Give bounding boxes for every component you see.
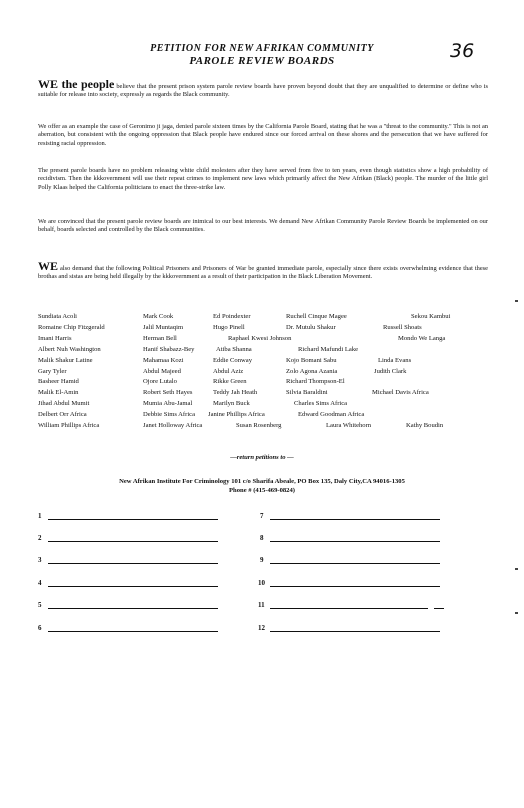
prisoner-name: Richard Mafundi Lake: [298, 345, 359, 353]
signature-blank-tail: [434, 599, 444, 609]
signature-number: 12: [258, 624, 265, 632]
paragraph-lead: WE the people: [38, 77, 115, 91]
prisoner-name: Edward Goodman Africa: [298, 411, 365, 419]
signature-number: 5: [38, 601, 42, 609]
prisoner-name: Ruchell Cinque Magee: [286, 313, 347, 320]
signature-number: 10: [258, 579, 265, 587]
signature-line[interactable]: [260, 508, 440, 520]
signature-number: 3: [38, 556, 42, 564]
signature-blank[interactable]: [48, 510, 218, 520]
petition-title-line2: PAROLE REVIEW BOARDS: [189, 55, 335, 67]
scan-mark: [515, 568, 518, 570]
signature-number: 1: [38, 512, 42, 520]
paragraph-demand-parole: [38, 259, 488, 282]
prisoner-name: Delbert Orr Africa: [38, 411, 87, 419]
signature-line[interactable]: [38, 597, 218, 609]
signature-blank[interactable]: [48, 599, 218, 609]
prisoner-name: Sekou Kambui: [411, 313, 451, 320]
prisoner-name: Basheer Hamid: [38, 378, 79, 386]
prisoner-name: Mumia Abu-Jamal: [143, 400, 193, 408]
signature-number: 9: [260, 556, 264, 564]
page-number: 36: [450, 40, 475, 62]
prisoner-name: Janet Holloway Africa: [143, 422, 203, 429]
prisoner-name: Janine Phillips Africa: [208, 411, 265, 419]
prisoner-name: Silvia Baraldini: [286, 389, 328, 397]
prisoner-name: Raphael Kwesi Johnson: [228, 334, 292, 342]
prisoner-name: William Phillips Africa: [38, 422, 100, 429]
signature-blank[interactable]: [48, 532, 218, 542]
scan-mark: [515, 612, 518, 614]
prisoner-name: Malik El-Amin: [38, 389, 79, 397]
prisoner-name: Abdul Aziz: [213, 367, 244, 375]
prisoner-name: Malik Shakur Latine: [38, 356, 93, 364]
prisoner-name: Herman Bell: [143, 334, 177, 342]
prisoner-name: Debbie Sims Africa: [143, 411, 196, 419]
prisoner-name: Eddie Conway: [213, 356, 253, 364]
prisoner-name: Laura Whitehorn: [326, 422, 372, 429]
prisoner-name: Teddy Jah Heath: [213, 389, 258, 397]
prisoner-name: Romaine Chip Fitzgerald: [38, 323, 105, 331]
prisoner-name: Abdul Majeed: [143, 367, 181, 375]
prisoner-name: Mondo We Langa: [398, 334, 446, 342]
prisoner-name: Kojo Bomani Sabu: [286, 356, 337, 364]
paragraph-parole-boards: The present parole boards have no problem releasing white child molesters after they have served from five to ten years, even though statistics show a high probability of recidivism. Then the kkkovernment will use their repeat crimes to implement new laws which primarily affect the New Afrikan (Black) people. The murder of the little girl Polly Klaas helped the California politicians to enact the three-strike law.: [38, 167, 488, 191]
prisoner-name: Ojore Lutalo: [143, 378, 177, 386]
paragraph-text: also demand that the following Political Prisoners and Prisoners of War be granted immediate parole, especially since there exists overwhelming evidence that these brothas and sistas are being held illegally by the kkkovernment as a result of their participation in the Black Liberation Movement.: [38, 265, 488, 281]
signature-line[interactable]: [38, 530, 218, 542]
prisoner-name: Michael Davis Africa: [372, 389, 429, 397]
return-address: [0, 477, 524, 495]
paragraph-demand-boards: We are convinced that the present parole review boards are inimical to our best interests. We demand New Afrikan Community Parole Review Boards be implemented on our behalf, boards selected and controlled by the Black communities.: [38, 218, 488, 234]
signature-number: 8: [260, 534, 264, 542]
prisoner-name: Russell Shoats: [383, 323, 422, 331]
signature-line[interactable]: [38, 575, 218, 587]
prisoner-name: Hanif Shabazz-Bey: [143, 345, 195, 353]
prisoner-name: Gary Tyler: [38, 367, 67, 375]
signature-blank[interactable]: [270, 510, 440, 520]
paragraph-geronimo-example: We offer as an example the case of Geronimo ji jaga, denied parole sixteen times by the California Parole Board, stating that he was a "threat to the community." This is not an aberration, but consistent with the ongoing oppression that Black people have endured since our forced arrival on these shores and the persecution that we have suffered for resisting racial oppression.: [38, 123, 488, 147]
signature-line[interactable]: [258, 597, 444, 609]
prisoner-name-list: [38, 312, 488, 442]
return-petitions-line: —return petitions to —: [230, 454, 294, 461]
signature-number: 4: [38, 579, 42, 587]
signature-line[interactable]: [38, 620, 218, 632]
prisoner-name: Mark Cook: [143, 313, 174, 320]
signature-line[interactable]: [258, 620, 440, 632]
signature-line[interactable]: [258, 575, 440, 587]
prisoner-name: Linda Evans: [378, 356, 412, 364]
signature-number: 2: [38, 534, 42, 542]
signature-blank[interactable]: [270, 554, 440, 564]
prisoner-name: Dr. Mutulu Shakur: [286, 323, 336, 331]
scan-mark: [515, 300, 518, 302]
prisoner-name: Sundiata Acoli: [38, 313, 78, 320]
paragraph-we-the-people: [38, 77, 488, 100]
signature-number: 11: [258, 601, 265, 609]
prisoner-name: Marilyn Buck: [213, 400, 250, 408]
signature-blank[interactable]: [270, 532, 440, 542]
prisoner-name: Imani Harris: [38, 334, 72, 342]
petition-title-line1: PETITION FOR NEW AFRIKAN COMMUNITY: [150, 43, 374, 54]
prisoner-name: Zolo Agona Azania: [286, 367, 338, 375]
signature-blank[interactable]: [270, 599, 428, 609]
prisoner-name: Susan Rosenberg: [236, 422, 282, 429]
signature-line[interactable]: [260, 530, 440, 542]
signature-blank[interactable]: [48, 554, 218, 564]
signature-blank[interactable]: [270, 622, 440, 632]
signature-blank[interactable]: [48, 622, 218, 632]
signature-number: 6: [38, 624, 42, 632]
prisoner-name: Atiba Shanna: [216, 345, 252, 353]
phone-line: Phone # (415-469-0824): [229, 487, 295, 494]
prisoner-name: Richard Thompson-El: [286, 378, 345, 386]
signature-number: 7: [260, 512, 264, 520]
paragraph-text: believe that the present prison system parole review boards have proven beyond doubt that they are unqualified to determine or define who is suitable for release into society, expressly as regards the Black community.: [38, 83, 488, 99]
prisoner-name: Kathy Boudin: [406, 422, 444, 429]
signature-blank[interactable]: [270, 577, 440, 587]
signature-line[interactable]: [38, 508, 218, 520]
signature-line[interactable]: [38, 552, 218, 564]
prisoner-name: Jalil Muntaqim: [143, 323, 184, 331]
signature-blank[interactable]: [48, 577, 218, 587]
prisoner-name: Mahamaa Kozi: [143, 356, 184, 364]
prisoner-name: Rikke Green: [213, 378, 247, 386]
prisoner-name: Judith Clark: [374, 367, 407, 375]
prisoner-name: Albert Nuh Washington: [38, 345, 101, 353]
prisoner-name: Jihad Abdul Mumit: [38, 400, 90, 408]
paragraph-lead: WE: [38, 259, 59, 273]
prisoner-name: Ed Poindexter: [213, 313, 251, 320]
signature-line[interactable]: [260, 552, 440, 564]
prisoner-name: Charles Sims Africa: [294, 400, 348, 408]
address-line: New Afrikan Institute For Criminology 101 c/o Sharifa Abeale, PO Box 135, Daly City,CA 94016-1305: [119, 478, 405, 485]
prisoner-name: Hugo Pinell: [213, 323, 245, 331]
prisoner-name: Robert Seth Hayes: [143, 389, 193, 397]
